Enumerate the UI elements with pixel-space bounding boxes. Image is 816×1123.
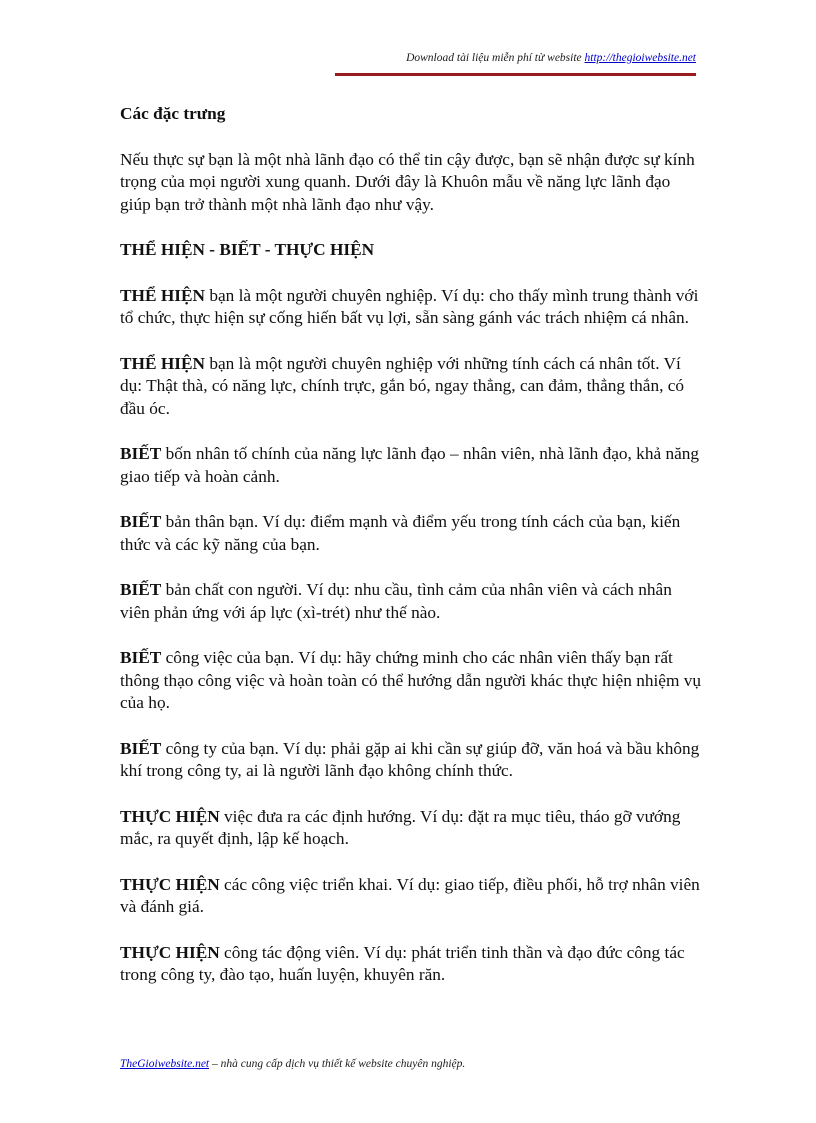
- paragraph-6: [120, 647, 705, 715]
- document-body: [120, 103, 705, 1010]
- section-subtitle: THỂ HIỆN - BIẾT - THỰC HIỆN: [120, 240, 375, 259]
- paragraph-8: [120, 806, 705, 851]
- paragraph-text: việc đưa ra các định hướng. Ví dụ: đặt ra mục tiêu, tháo gỡ vướng mắc, ra quyết định, lập kế hoạch.: [120, 806, 681, 848]
- paragraph-text: bản thân bạn. Ví dụ: điểm mạnh và điểm yếu trong tính cách của bạn, kiến thức và các kỹ năng của bạn.: [120, 512, 681, 554]
- paragraph-1: [120, 285, 705, 330]
- paragraph-text: công ty của bạn. Ví dụ: phải gặp ai khi cần sự giúp đỡ, văn hoá và bầu không khí trong công ty, ai là người lãnh đạo không chính thức.: [120, 738, 700, 780]
- intro-paragraph: Nếu thực sự bạn là một nhà lãnh đạo có thể tin cậy được, bạn sẽ nhận được sự kính trọng của mọi người xung quanh. Dưới đây là Khuôn mẫu về năng lực lãnh đạo giúp bạn trở thành một nhà lãnh đạo như vậy.: [120, 149, 695, 214]
- paragraph-keyword: BIẾT: [120, 512, 162, 531]
- paragraph-text: các công việc triển khai. Ví dụ: giao tiếp, điều phối, hỗ trợ nhân viên và đánh giá.: [120, 874, 700, 916]
- footer-website-link[interactable]: TheGioiwebsite.net: [120, 1058, 210, 1070]
- paragraph-text: bạn là một người chuyên nghiệp với những tính cách cá nhân tốt. Ví dụ: Thật thà, có năng lực, chính trực, gắn bó, ngay thẳng, can đảm, thẳng thắn, có đầu óc.: [120, 353, 685, 418]
- page-header: [335, 50, 696, 66]
- paragraph-3: [120, 443, 705, 488]
- header-divider: [335, 73, 696, 76]
- page-footer: [120, 1057, 465, 1071]
- paragraph-7: [120, 738, 705, 783]
- paragraph-keyword: BIẾT: [120, 648, 162, 667]
- paragraph-keyword: BIẾT: [120, 580, 162, 599]
- paragraph-4: [120, 511, 705, 556]
- paragraph-keyword: BIẾT: [120, 738, 162, 758]
- section-title: Các đặc trưng: [120, 104, 226, 123]
- paragraph-keyword: THỰC HIỆN: [120, 806, 220, 826]
- paragraph-text: bạn là một người chuyên nghiệp. Ví dụ: cho thấy mình trung thành với tổ chức, thực hiện sự cống hiến bất vụ lợi, sẵn sàng gánh vác trách nhiệm cá nhân.: [120, 285, 699, 327]
- paragraph-keyword: THỰC HIỆN: [120, 942, 220, 962]
- paragraph-keyword: BIẾT: [120, 444, 162, 463]
- paragraph-text: công tác động viên. Ví dụ: phát triển tinh thần và đạo đức công tác trong công ty, đào tạo, huấn luyện, khuyên răn.: [120, 942, 685, 984]
- paragraph-5: [120, 579, 705, 624]
- paragraph-keyword: THỂ HIỆN: [120, 353, 205, 373]
- paragraph-9: [120, 874, 705, 919]
- paragraph-keyword: THỰC HIỆN: [120, 874, 220, 894]
- header-text: Download tài liệu miễn phí từ website: [406, 52, 585, 64]
- paragraph-text: bốn nhân tố chính của năng lực lãnh đạo – nhân viên, nhà lãnh đạo, khả năng giao tiếp và hoàn cảnh.: [120, 444, 700, 486]
- paragraph-text: bản chất con người. Ví dụ: nhu cầu, tình cảm của nhân viên và cách nhân viên phản ứng với áp lực (xì-trét) như thế nào.: [120, 580, 672, 622]
- paragraph-2: [120, 353, 705, 421]
- header-website-link[interactable]: http://thegioiwebsite.net: [584, 52, 696, 64]
- paragraph-10: [120, 942, 705, 987]
- footer-text: – nhà cung cấp dịch vụ thiết kế website chuyên nghiệp.: [209, 1058, 466, 1070]
- paragraph-text: công việc của bạn. Ví dụ: hãy chứng minh cho các nhân viên thấy bạn rất thông thạo công việc và hoàn toàn có thể hướng dẫn người khác thực hiện nhiệm vụ của họ.: [120, 648, 701, 712]
- paragraph-keyword: THỂ HIỆN: [120, 285, 205, 305]
